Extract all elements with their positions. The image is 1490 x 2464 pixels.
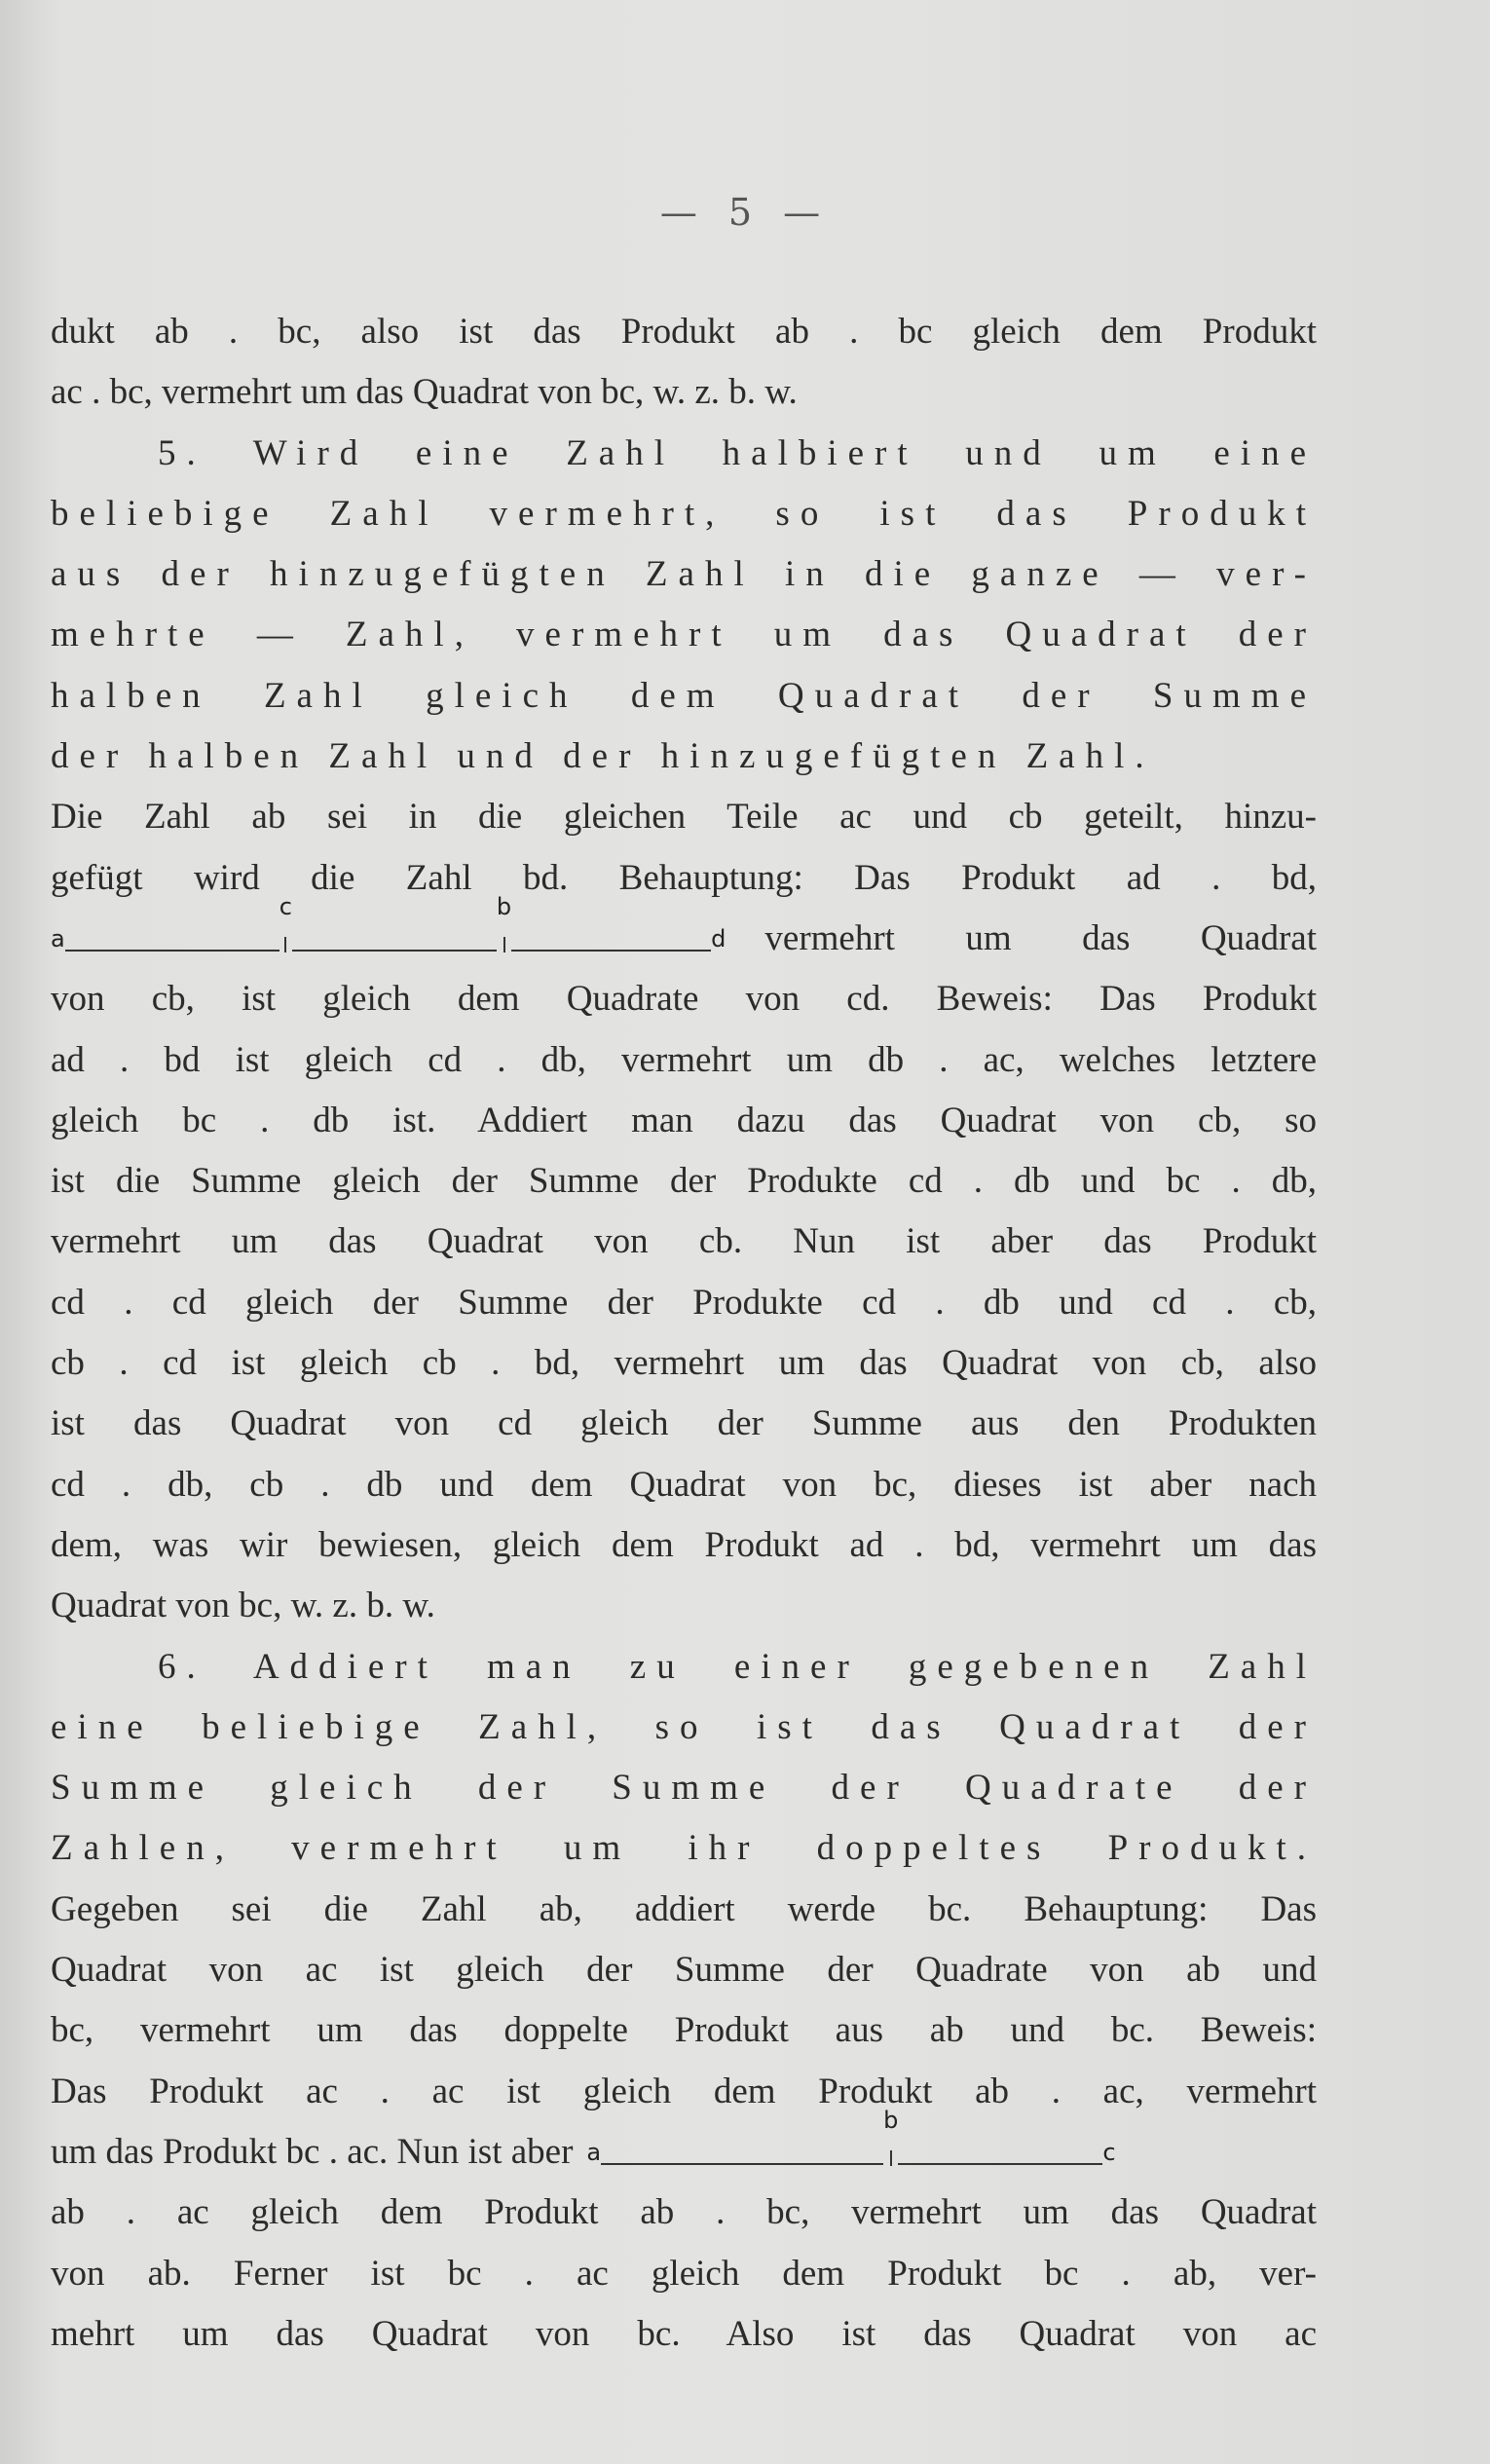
- text-line: ac . bc, vermehrt um das Quadrat von bc, w. z. b. w.: [51, 372, 798, 413]
- text-line: ist die Summe gleich der Summe der Produkte cd . db und bc . db,: [51, 1161, 1317, 1202]
- point-label-a: a: [51, 924, 65, 952]
- text-line: dukt ab . bc, also ist das Produkt ab . bc gleich dem Produkt: [51, 312, 1317, 352]
- point-label-c: c: [1102, 2138, 1116, 2166]
- body-text: [51, 302, 1317, 2365]
- theorem-line: der halben Zahl und der hinzugefügten Zahl.: [51, 736, 1155, 777]
- point-c: [279, 877, 292, 969]
- text-line: ab . ac gleich dem Produkt ab . bc, vermehrt um das Quadrat: [51, 2192, 1317, 2233]
- text-line: Quadrat von ac ist gleich der Summe der Quadrate von ab und: [51, 1950, 1317, 1991]
- text-line: Gegeben sei die Zahl ab, addiert werde bc. Behauptung: Das: [51, 1888, 1317, 1929]
- theorem-line: mehrte — Zahl, vermehrt um das Quadrat der: [51, 615, 1317, 655]
- theorem-line: halben Zahl gleich dem Quadrat der Summe: [51, 675, 1317, 716]
- theorem-line: aus der hinzugefügten Zahl in die ganze — ver-: [51, 554, 1317, 595]
- segment-ab: [601, 2149, 883, 2165]
- segment-bc: [898, 2149, 1102, 2165]
- segment-bd: [511, 936, 711, 952]
- theorem-line: beliebige Zahl vermehrt, so ist das Produkt: [51, 493, 1317, 534]
- line-segment-figure-1: [51, 892, 1317, 969]
- theorem-line: Summe gleich der Summe der Quadrate der: [51, 1768, 1317, 1809]
- tick-b: [503, 937, 505, 952]
- text-line: Quadrat von bc, w. z. b. w.: [51, 1586, 435, 1626]
- text-line: Das Produkt ac . ac ist gleich dem Produkt ab . ac, vermehrt: [51, 2071, 1317, 2111]
- theorem-line: eine beliebige Zahl, so ist das Quadrat der: [51, 1706, 1317, 1747]
- text-line: von cb, ist gleich dem Quadrate von cd. Beweis: Das Produkt: [51, 979, 1317, 1020]
- text-line: bc, vermehrt um das doppelte Produkt aus ab und bc. Beweis:: [51, 2010, 1317, 2051]
- text-line: gefügt wird die Zahl bd. Behauptung: Das Produkt ad . bd,: [51, 857, 1317, 898]
- text-line: mehrt um das Quadrat von bc. Also ist das Quadrat von ac: [51, 2313, 1317, 2354]
- text-line: ist das Quadrat von cd gleich der Summe aus den Produkten: [51, 1403, 1317, 1444]
- segment-ac: [65, 936, 279, 952]
- tick-c: [284, 937, 286, 952]
- tick-b: [890, 2150, 892, 2166]
- point-b: [497, 877, 511, 969]
- text-line: vermehrt um das Quadrat: [764, 917, 1317, 958]
- segment-cb: [292, 936, 497, 952]
- line-segment-figure-2: [51, 2106, 1317, 2183]
- theorem-line: Zahlen, vermehrt um ihr doppeltes Produkt.: [51, 1828, 1317, 1869]
- point-b: [883, 2090, 898, 2183]
- text-line: cb . cd ist gleich cb . bd, vermehrt um das Quadrat von cb, also: [51, 1343, 1317, 1384]
- point-label-c: c: [279, 892, 292, 920]
- text-line: vermehrt um das Quadrat von cb. Nun ist aber das Produkt: [51, 1221, 1317, 1262]
- text-line: gleich bc . db ist. Addiert man dazu das Quadrat von cb, so: [51, 1100, 1317, 1140]
- text-line: Die Zahl ab sei in die gleichen Teile ac und cb geteilt, hinzu-: [51, 797, 1317, 838]
- point-label-b: b: [883, 2106, 899, 2134]
- text-line: von ab. Ferner ist bc . ac gleich dem Produkt bc . ab, ver-: [51, 2253, 1317, 2294]
- theorem-line: 5. Wird eine Zahl halbiert und um eine: [158, 432, 1317, 473]
- theorem-line: 6. Addiert man zu einer gegebenen Zahl: [158, 1646, 1317, 1687]
- text-line: um das Produkt bc . ac. Nun ist aber: [51, 2131, 574, 2172]
- text-line: cd . db, cb . db und dem Quadrat von bc, dieses ist aber nach: [51, 1464, 1317, 1505]
- point-label-a: a: [586, 2138, 602, 2166]
- text-line: cd . cd gleich der Summe der Produkte cd . db und cd . cb,: [51, 1282, 1317, 1323]
- text-line: dem, was wir bewiesen, gleich dem Produkt ad . bd, vermehrt um das: [51, 1524, 1317, 1565]
- point-label-b: b: [496, 892, 512, 920]
- page-number: — 5 —: [659, 191, 831, 234]
- text-line: ad . bd ist gleich cd . db, vermehrt um db . ac, welches letztere: [51, 1039, 1317, 1080]
- point-label-d: d: [711, 924, 726, 952]
